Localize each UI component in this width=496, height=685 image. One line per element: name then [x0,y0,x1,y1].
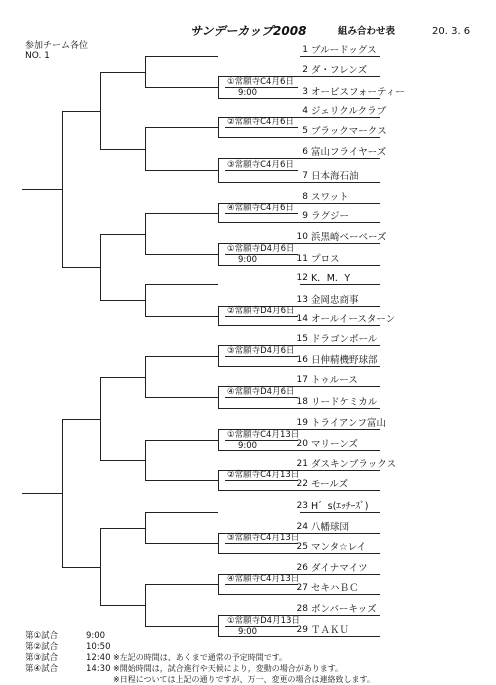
schedule-game-1-time: 9:00 [86,631,106,641]
team-number: 16 [296,355,308,365]
team-number: 2 [302,65,308,75]
schedule-game-4-label: 第④試合 [25,664,59,674]
team-number: 9 [302,211,308,221]
team-number: 11 [296,254,308,264]
team-name: トゥルース [311,375,358,386]
team-name: 富山フライヤーズ [311,147,387,158]
team-name: ダイナマイツ [311,563,368,574]
team-name: ダ・フレンズ [311,65,368,76]
addressee-label: 参加チーム各位 [25,41,89,51]
team-number: 21 [296,459,308,469]
schedule-game-1-label: 第①試合 [25,631,59,641]
team-name: ブルードッグス [311,45,377,56]
match-time: 9:00 [238,627,258,637]
team-name: セキハＢＣ [311,583,359,594]
team-number: 28 [296,604,308,614]
team-name: モールズ [311,479,349,490]
match-label: ②常願寺D4月6日 [227,306,295,316]
schedule-game-4-time: 14:30 [86,664,111,674]
team-number: 26 [296,563,308,573]
match-time: 9:00 [238,441,258,451]
team-name: ジェリクルクラブ [311,106,387,117]
team-number: 18 [296,397,308,407]
match-label: ③常願寺C4月13日 [227,533,300,543]
team-number: 5 [302,126,308,136]
team-name: ダスキンブラックス [311,459,397,470]
team-number: 13 [296,295,308,305]
team-number: 29 [296,625,308,635]
team-name: 金岡忠商事 [311,295,359,306]
team-name: ＴＡＫＵ [311,625,350,636]
note-2: ※開始時間は，試合進行や天候により，変動の場合があります。 [113,664,344,673]
page-title: サンデーカップ2008 [190,24,307,38]
team-number: 1 [302,45,308,55]
match-label: ①常願寺D4月13日 [227,616,300,626]
team-name: 八幡球団 [311,522,350,533]
team-name: 浜黒崎ベーベーズ [311,232,387,243]
match-label: ②常願寺C4月13日 [227,470,300,480]
note-3: ※日程については上記の通りですが、万一、変更の場合は連絡致します。 [113,675,375,684]
team-number: 25 [296,542,308,552]
team-number: 8 [302,192,308,202]
team-name: リードケミカル [311,397,378,408]
team-name: 日伸精機野球部 [311,355,378,366]
team-name: 日本海石油 [311,171,359,182]
match-label: ①常願寺D4月6日 [227,244,295,254]
team-name: H゛s(ｴｯﾁｰｽﾞ) [311,501,369,512]
team-number: 4 [302,106,308,116]
team-name: ボンバーキッズ [311,604,377,615]
page-subtitle: 組み合わせ表 [338,26,396,37]
match-time: 9:00 [238,255,258,265]
team-name: K．M．Y [311,273,351,284]
schedule-game-2-label: 第②試合 [25,642,59,652]
match-label: ①常願寺C4月13日 [227,430,300,440]
team-number: 10 [296,232,308,242]
team-number: 17 [296,375,308,385]
document-number: NO. 1 [25,51,50,61]
team-name: ブラックマークス [311,126,387,137]
team-number: 7 [302,171,308,181]
team-name: トライアンフ富山 [311,418,387,429]
team-name: スワット [311,192,349,203]
match-label: ④常願寺D4月6日 [227,387,295,397]
team-number: 24 [296,522,308,532]
team-number: 27 [296,583,308,593]
match-label: ②常願寺C4月6日 [227,117,294,127]
team-number: 22 [296,479,308,489]
schedule-game-3-label: 第③試合 [25,653,59,663]
team-number: 3 [302,87,308,97]
schedule-game-2-time: 10:50 [86,642,111,652]
team-number: 20 [296,439,308,449]
match-time: 9:00 [238,88,258,98]
team-name: オールイースターン [311,314,396,325]
team-number: 23 [296,501,308,511]
team-number: 15 [296,334,308,344]
team-name: ラグジー [311,211,350,222]
team-name: ドラゴンボール [311,334,378,345]
team-number: 12 [296,273,308,283]
team-number: 14 [296,314,308,324]
schedule-game-3-time: 12:40 [86,653,111,663]
match-label: ①常願寺C4月6日 [227,77,294,87]
team-number: 19 [296,418,308,428]
document-date: 20. 3. 6 [432,26,471,37]
team-name: プロス [311,254,340,265]
team-name: オービスフォーティー [311,87,405,98]
match-label: ③常願寺C4月6日 [227,160,294,170]
note-1: ※左記の時間は、あくまで通常の予定時間です。 [113,653,288,662]
team-name: マリーンズ [311,439,359,450]
match-label: ④常願寺C4月6日 [227,203,294,213]
match-label: ③常願寺D4月6日 [227,346,295,356]
team-name: マンタ☆レイ [311,542,367,553]
match-label: ④常願寺C4月13日 [227,574,300,584]
team-number: 6 [302,147,308,157]
